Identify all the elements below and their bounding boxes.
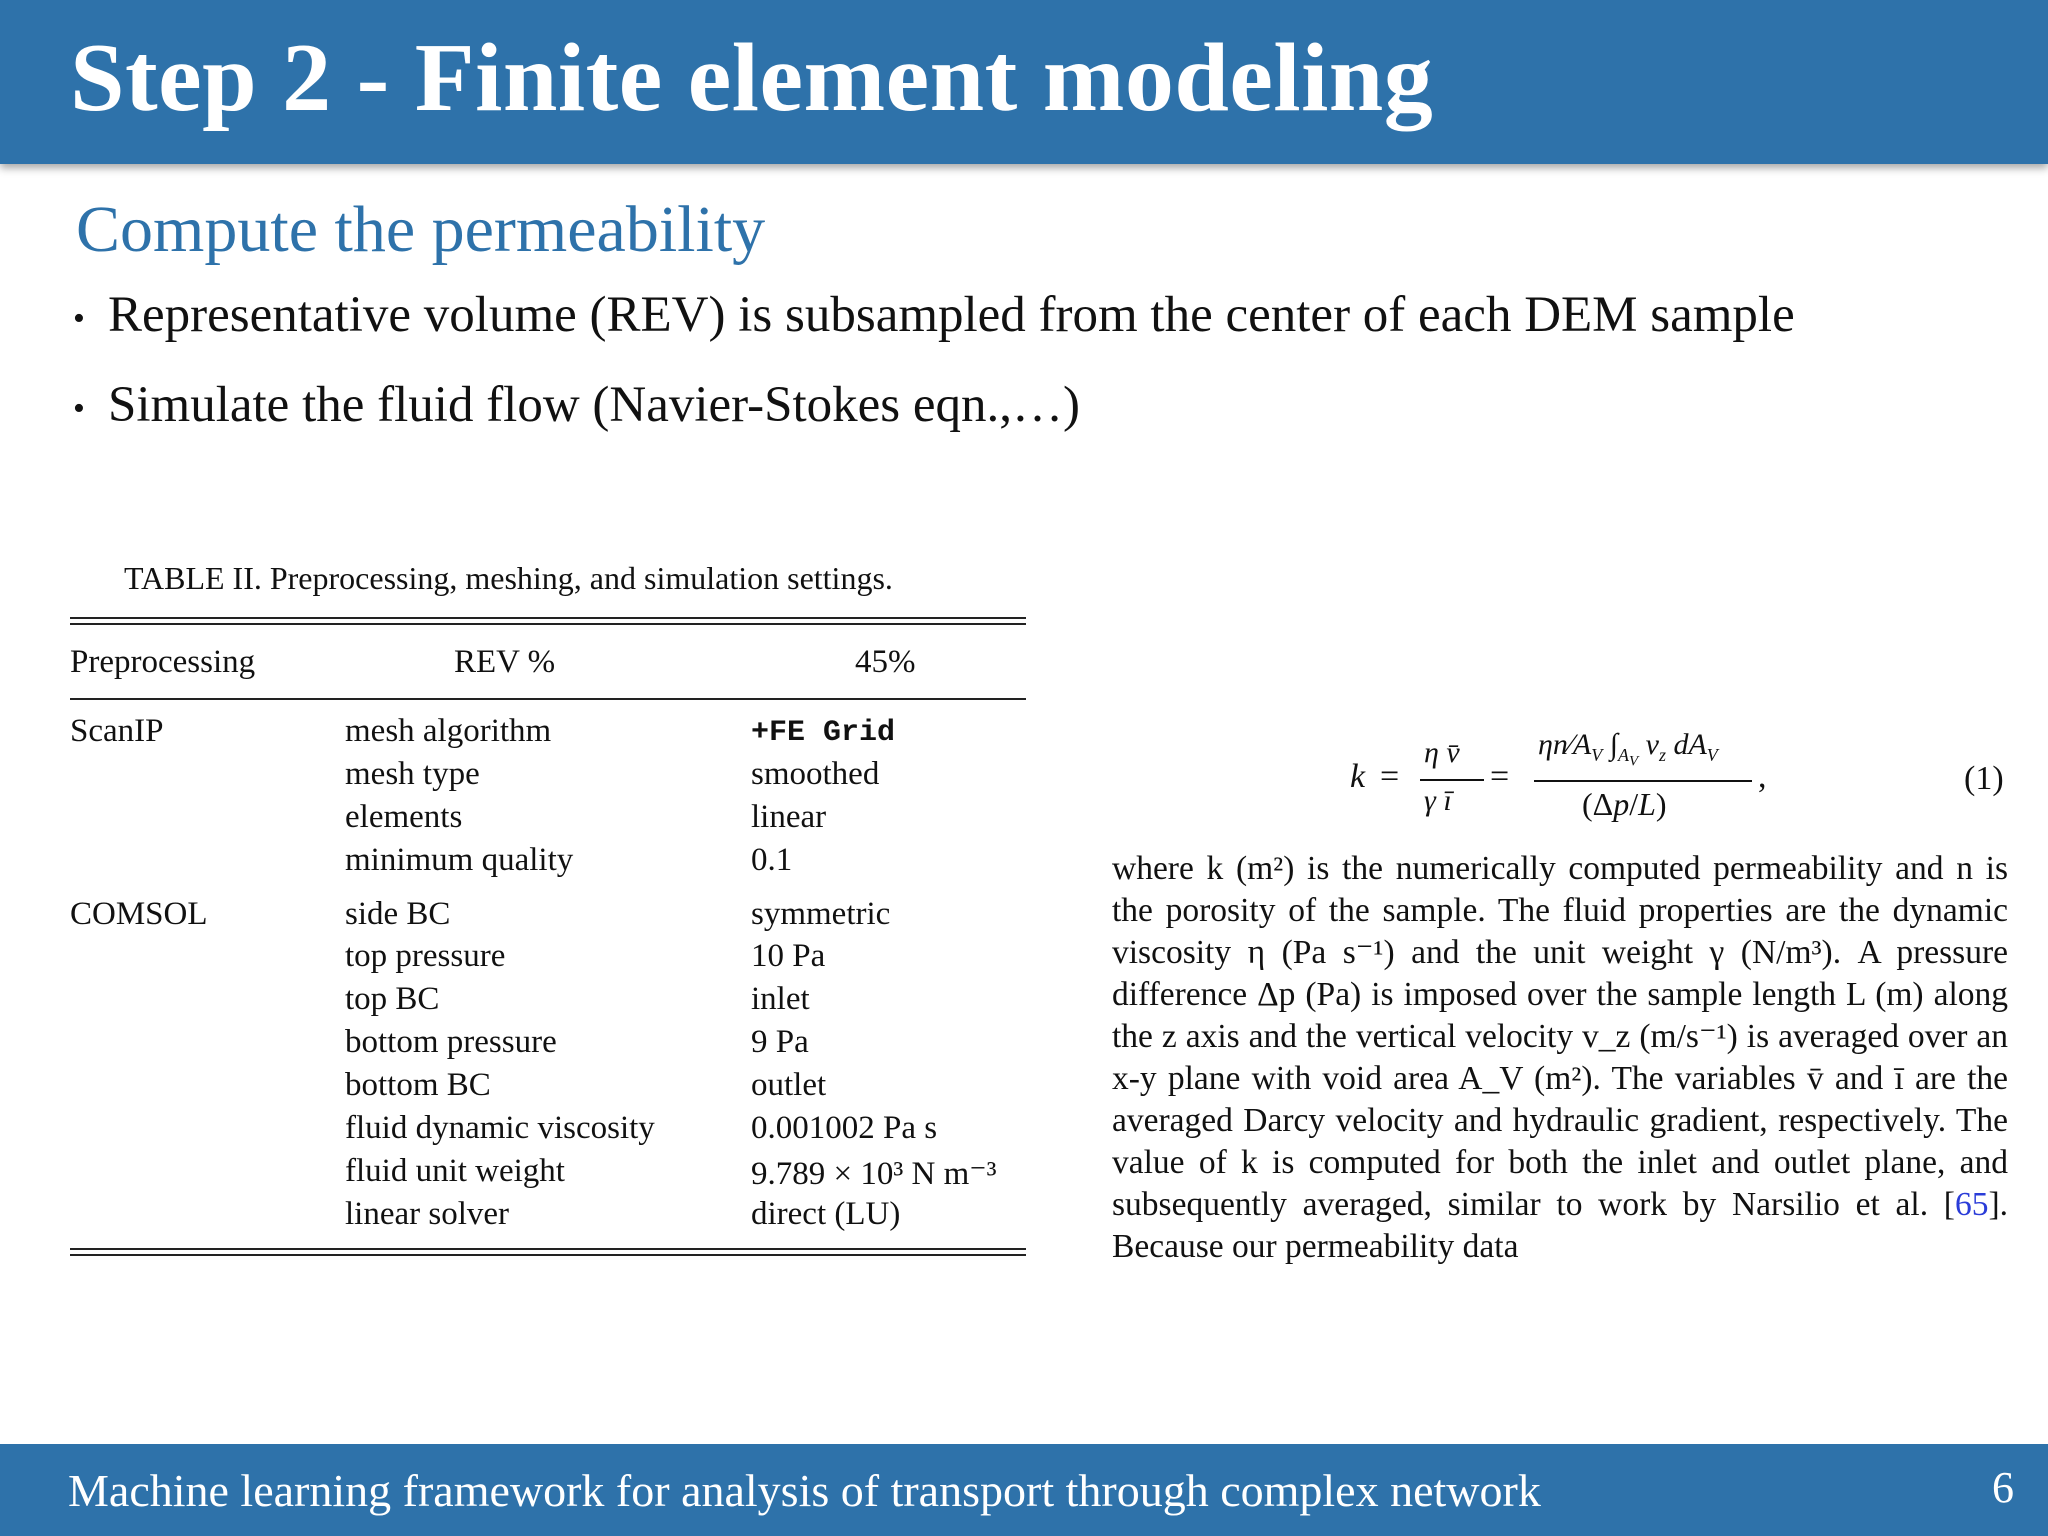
table-group-scanip: ScanIP [70, 713, 164, 749]
table-param-cell: top pressure [345, 938, 506, 974]
table-value-cell: linear [751, 799, 827, 835]
table-param-cell: side BC [345, 896, 451, 932]
table-top-rule [70, 617, 1026, 619]
slide-title: Step 2 - Finite element modeling [70, 24, 1434, 132]
section-subtitle: Compute the permeability [76, 193, 766, 266]
table-value-cell: 9.789 × 10³ N m⁻³ [751, 1156, 997, 1192]
table-param-cell: bottom BC [345, 1067, 491, 1103]
paper-paragraph [1112, 848, 2008, 1268]
paragraph-text: where k (m²) is the numerically computed permeability and n is the porosity of the sample. The fluid properties are the dynamic viscosity η (Pa s⁻¹) and the unit weight γ (N/m³). A pressure difference Δp (Pa) is imposed over the sample length L (m) along the z axis and the vertical velocity v_z (m/s⁻¹) is averaged over an x-y plane with void area A_V (m²). The variables v̄ and ī are the averaged Darcy velocity and hydraulic gradient, respectively. The value of k is computed for both the inlet and outlet plane, and subsequently averaged, similar to work by Narsilio et al. [ [1112, 850, 2008, 1223]
table-bottom-rule [70, 1254, 1026, 1256]
table-param-cell: minimum quality [345, 842, 574, 878]
table-value-cell: 0.1 [751, 842, 793, 878]
table-param-cell: elements [345, 799, 463, 835]
table-top-rule [70, 623, 1026, 625]
table-param-cell: linear solver [345, 1196, 510, 1232]
table-param-cell: bottom pressure [345, 1024, 557, 1060]
bullet-dot-icon: • [73, 300, 85, 338]
table-bottom-rule [70, 1248, 1026, 1250]
table-param-cell: mesh algorithm [345, 713, 552, 749]
footer-title: Machine learning framework for analysis of transport through complex network [68, 1465, 1541, 1516]
table-header-col3: 45% [855, 644, 916, 680]
table-param-cell: top BC [345, 981, 440, 1017]
table-header-col2: REV % [454, 644, 556, 680]
table-header-col1: Preprocessing [70, 644, 256, 680]
table-value-cell: inlet [751, 981, 810, 1017]
table-value-cell: 10 Pa [751, 938, 826, 974]
table-value-cell: 0.001002 Pa s [751, 1110, 938, 1146]
bullet-item [50, 376, 1080, 434]
table-mid-rule [70, 698, 1026, 700]
table-value-cell: smoothed [751, 756, 880, 792]
bullet-text: Simulate the fluid flow (Navier-Stokes eqn.,…) [108, 377, 1081, 433]
table-value-cell: +FE Grid [751, 716, 896, 750]
table-group-comsol: COMSOL [70, 896, 208, 932]
paragraph-text-end: ]. Because our permeability data [1112, 1186, 2008, 1265]
table-param-cell: fluid unit weight [345, 1153, 565, 1189]
table-caption: TABLE II. Preprocessing, meshing, and simulation settings. [124, 560, 893, 596]
table-param-cell: mesh type [345, 756, 480, 792]
equation-number: (1) [1964, 760, 2004, 797]
page-number: 6 [1992, 1463, 2014, 1512]
table-value-cell: 9 Pa [751, 1024, 809, 1060]
citation-link[interactable]: 65 [1954, 1186, 1989, 1223]
table-value-cell: outlet [751, 1067, 827, 1103]
bullet-dot-icon: • [73, 390, 85, 428]
bullet-item [50, 286, 1795, 344]
bullet-text: Representative volume (REV) is subsampled from the center of each DEM sample [108, 287, 1795, 343]
table-value-cell: direct (LU) [751, 1196, 901, 1232]
table-param-cell: fluid dynamic viscosity [345, 1110, 655, 1146]
table-value-cell: symmetric [751, 896, 891, 932]
